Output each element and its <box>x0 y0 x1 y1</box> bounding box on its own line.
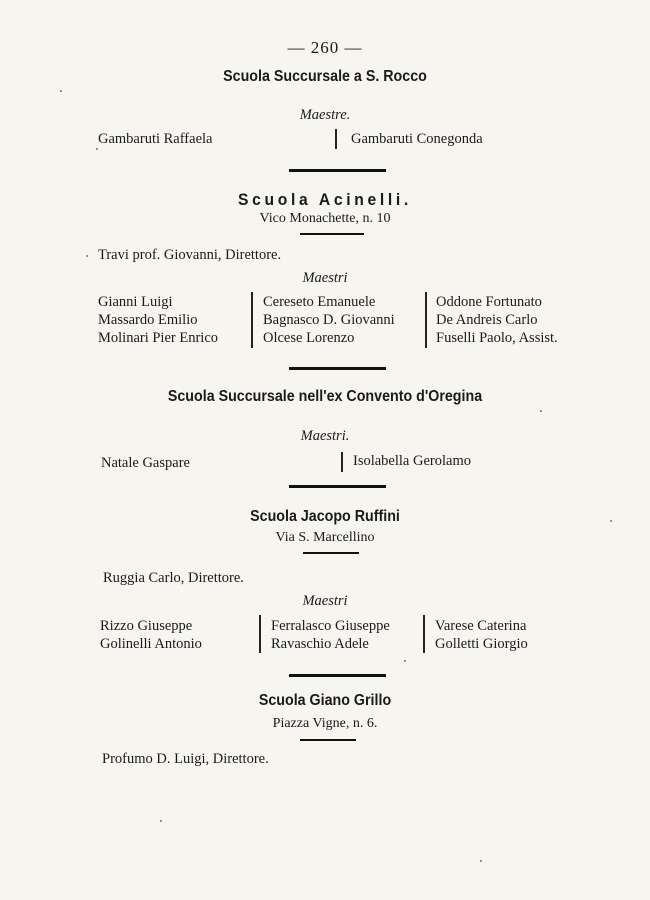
teacher-name: Fuselli Paolo, Assist. <box>436 330 558 346</box>
address-underline <box>303 552 359 554</box>
paper-speck <box>60 90 62 92</box>
section-label-maestre: Maestre. <box>299 107 351 123</box>
director-line: Ruggia Carlo, Direttore. <box>103 570 244 586</box>
teacher-name: Ferralasco Giuseppe <box>271 618 390 634</box>
section-label-maestri: Maestri <box>302 593 348 609</box>
teacher-name: Natale Gaspare <box>101 455 190 471</box>
section-heading-giano-grillo: Scuola Giano Grillo <box>258 692 392 709</box>
teacher-name: Oddone Fortunato <box>436 294 542 310</box>
teacher-name: Gianni Luigi <box>98 294 173 310</box>
teacher-name: Rizzo Giuseppe <box>100 618 193 634</box>
teacher-name: Cereseto Emanuele <box>263 294 376 310</box>
teacher-name: Golinelli Antonio <box>100 636 202 652</box>
teacher-name: Ravaschio Adele <box>271 636 369 652</box>
teacher-name: Isolabella Gerolamo <box>353 453 471 469</box>
teacher-name: Golletti Giorgio <box>435 636 528 652</box>
teacher-name: Varese Caterina <box>435 618 527 634</box>
column-divider <box>259 615 261 653</box>
section-separator <box>289 674 386 677</box>
teacher-name: Olcese Lorenzo <box>263 330 355 346</box>
column-divider <box>335 129 337 149</box>
teacher-name: Bagnasco D. Giovanni <box>263 312 395 328</box>
section-address: Vico Monachette, n. 10 <box>259 211 391 226</box>
teacher-column-2 <box>271 617 390 653</box>
section-address: Piazza Vigne, n. 6. <box>272 716 378 731</box>
teacher-column-3 <box>435 617 528 653</box>
teacher-column-1 <box>100 617 202 653</box>
paper-speck <box>610 520 612 522</box>
address-underline <box>300 739 356 741</box>
column-divider <box>423 615 425 653</box>
paper-speck <box>96 148 98 150</box>
section-label-maestri: Maestri <box>302 270 348 286</box>
teacher-name: Massardo Emilio <box>98 312 198 328</box>
teacher-column-3 <box>436 293 558 347</box>
section-heading-oregina: Scuola Succursale nell'ex Convento d'Oregina <box>167 388 483 405</box>
section-address: Via S. Marcellino <box>275 530 375 545</box>
section-separator <box>289 367 386 370</box>
section-separator <box>289 485 386 488</box>
teacher-name: De Andreis Carlo <box>436 312 538 328</box>
section-heading-s-rocco: Scuola Succursale a S. Rocco <box>223 68 427 85</box>
page-number: — 260 — <box>287 38 363 57</box>
section-separator <box>289 169 386 172</box>
section-label-maestri: Maestri. <box>300 428 350 444</box>
teacher-name: Gambaruti Conegonda <box>351 131 483 147</box>
director-line: Profumo D. Luigi, Direttore. <box>102 751 269 767</box>
address-underline <box>300 233 364 235</box>
paper-speck <box>480 860 482 862</box>
section-heading-ruffini: Scuola Jacopo Ruffini <box>250 508 400 525</box>
teacher-column-2 <box>263 293 395 347</box>
director-line: Travi prof. Giovanni, Direttore. <box>98 247 282 263</box>
paper-speck <box>86 255 88 257</box>
section-heading-acinelli: Scuola Acinelli. <box>238 190 412 209</box>
column-divider <box>425 292 427 348</box>
paper-speck <box>404 660 406 662</box>
teacher-column-1 <box>98 293 218 347</box>
column-divider <box>251 292 253 348</box>
paper-speck <box>540 410 542 412</box>
paper-speck <box>160 820 162 822</box>
column-divider <box>341 452 343 472</box>
teacher-name: Gambaruti Raffaela <box>98 131 213 147</box>
teacher-name: Molinari Pier Enrico <box>98 330 219 346</box>
